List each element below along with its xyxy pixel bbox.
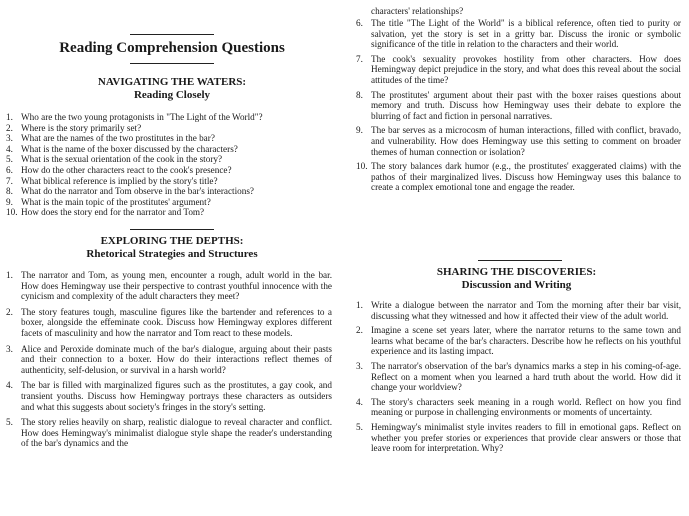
list-item: 9. What is the main topic of the prostitutes' argument? [6,196,211,207]
page-title: Reading Comprehension Questions [59,40,285,56]
list-item: 5. The story relies heavily on sharp, realistic dialogue to reveal character and conflict. How does Hemingway's minimalist dialogue style shape the reader's understanding of the bar's dynamics and the [6,417,332,449]
section3-subtitle: Discussion and Writing [461,279,572,291]
list-item: 5. Hemingway's minimalist style invites readers to fill in emotional gaps. Reflect on whether you prefer stories or experiences that provide clear answers or those that leave room for interpretation. Why? [356,421,681,454]
list-item: 3. Alice and Peroxide dominate much of the bar's dialogue, arguing about their pasts and their connection to a boxer. How do their interactions reflect themes of authenticity, self-delusion, or survival in a harsh world? [6,343,332,375]
section2-continuation: characters' relationships? [371,6,464,16]
list-item: 9. The bar serves as a microcosm of human interactions, filled with conflict, bravado, and vulnerability. How does Hemingway use this setting to comment on broader themes of human connection or isolation? [356,125,681,157]
list-item: 3. What are the names of the two prostitutes in the bar? [6,133,215,144]
section3-heading [344,266,689,292]
list-item: 4. The bar is filled with marginalized figures such as the prostitutes, a gay cook, and transient youths. Discuss how Hemingway portrays these characters as outsiders and what this suggests about society's fringes in the story's setting. [6,380,332,412]
list-item: 4. The story's characters seek meaning in a rough world. Reflect on how you find meaning or purpose in challenging environments or moments of uncertainty. [356,396,681,418]
section3-list [356,300,681,458]
section2-rule [130,229,214,230]
list-item: 8. The prostitutes' argument about their past with the boxer raises questions about memory and truth. Discuss how Hemingway uses their debate to explore the blurring of fact and fiction in personal narratives. [356,89,681,121]
section2-subtitle: Rhetorical Strategies and Structures [86,248,258,260]
list-item: 2. Imagine a scene set years later, where the narrator returns to the same town and learns what became of the bar's characters. Describe how he reflects on his youthful experience and its lasting impact. [356,325,681,357]
list-item: 1. Write a dialogue between the narrator and Tom the morning after their bar visit, discussing what they witnessed and how it affected their view of the adult world. [356,300,681,321]
list-item: 6. The title "The Light of the World" is a biblical reference, often tied to purity or salvation, yet the story is set in a gritty bar. Discuss the ironic or symbolic significance of the title in relation to the characters and their world. [356,18,681,50]
section1-subtitle: Reading Closely [133,89,211,101]
list-item: 3. The narrator's observation of the bar's dynamics marks a step in his coming-of-age. Reflect on a moment when you learned a hard truth about the world. How did it change your worldview? [356,360,681,393]
list-item: 6. How do the other characters react to the cook's presence? [6,164,232,175]
list-item: 1. Who are the two young protagonists in "The Light of the World"? [6,112,263,122]
list-item: 5. What is the sexual orientation of the cook in the story? [6,154,223,165]
list-item: 10. The story balances dark humor (e.g., the prostitutes' exaggerated claims) with the pathos of their marginalized lives. Discuss how Hemingway uses this balance to create a complex emotional tone and engage the reader. [356,161,681,193]
section1-title: NAVIGATING THE WATERS: [97,76,247,88]
title-rule-top [130,34,214,35]
list-item: 2. Where is the story primarily set? [6,122,142,133]
list-item: 1. The narrator and Tom, as young men, encounter a rough, adult world in the bar. How does Hemingway use their perspective to contrast youthful innocence with the cynicism and complexity of the adult characters they meet? [6,270,332,302]
list-item: 2. The story features tough, masculine figures like the bartender and references to a boxer, alongside the effeminate cook. Discuss how Hemingway explores different facets of masculinity and how the narrator and Tom react to these models. [6,306,332,338]
list-item: 8. What do the narrator and Tom observe in the bar's interactions? [6,186,255,197]
section1-list [6,112,336,218]
section3-rule [478,260,562,261]
list-item: 7. What biblical reference is implied by the story's title? [6,175,218,186]
section2-list-continued [356,18,681,197]
section2-title: EXPLORING THE DEPTHS: [100,235,244,247]
section2-heading [0,235,344,261]
section2-list [6,270,332,454]
list-item: 7. The cook's sexuality provokes hostility from other characters. How does Hemingway depict prejudice in the story, and what does this reveal about the social attitudes of the time? [356,53,681,85]
list-item: 10. How does the story end for the narrator and Tom? [6,207,205,218]
list-item: 4. What is the name of the boxer discussed by the characters? [6,143,238,154]
section3-title: SHARING THE DISCOVERIES: [436,266,597,278]
section1-heading [0,76,344,102]
title-rule-bottom [130,63,214,64]
